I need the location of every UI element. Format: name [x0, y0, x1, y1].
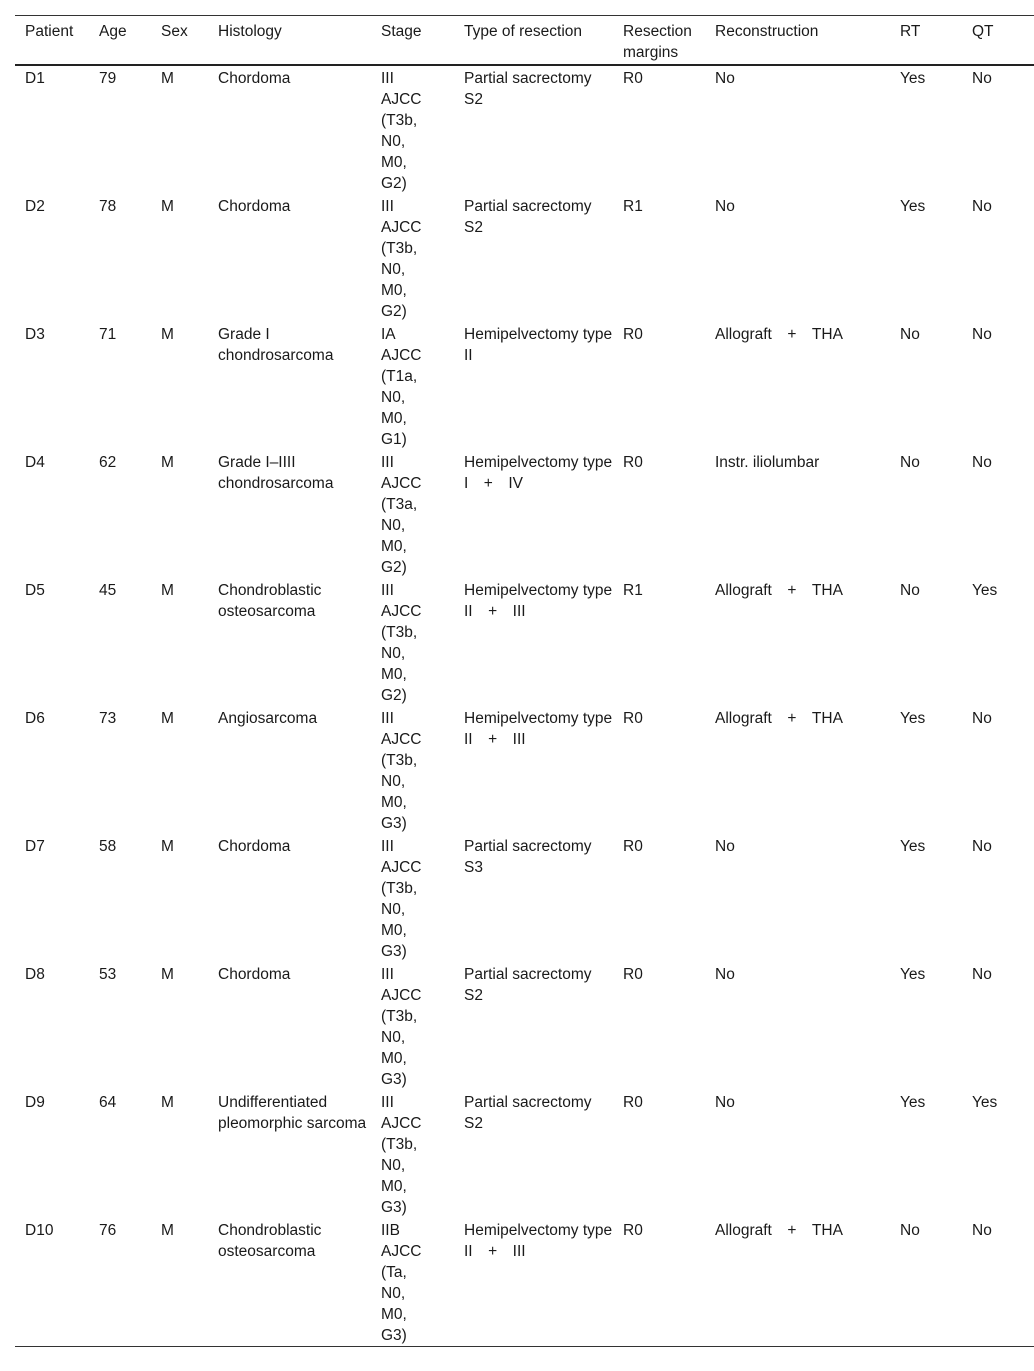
cell-reconstruction: Instr. iliolumbar: [715, 454, 820, 471]
table-header: [15, 16, 1034, 66]
cell-patient: D9: [25, 1094, 45, 1111]
cell-sex: M: [161, 966, 174, 983]
cell-histology: Chondroblastic osteosarcoma: [218, 582, 322, 620]
cell-type-of-resection: Partial sacrectomy S2: [464, 198, 592, 236]
cell-histology: Undifferentiated pleomorphic sarcoma: [218, 1094, 367, 1132]
cell-stage: III AJCC (T3b, N0, M0, G3): [381, 966, 422, 1088]
cell-rt: No: [900, 326, 920, 343]
cell-stage: IA AJCC (T1a, N0, M0, G1): [381, 326, 422, 448]
cell-histology: Grade I–IIII chondrosarcoma: [218, 454, 334, 492]
cell-qt: No: [972, 454, 992, 471]
table-row: [15, 1218, 1034, 1347]
table-row: [15, 450, 1034, 578]
cell-histology: Chordoma: [218, 198, 291, 215]
cell-histology: Chordoma: [218, 838, 291, 855]
cell-rt: No: [900, 582, 920, 599]
cell-age: 76: [99, 1222, 117, 1239]
cell-sex: M: [161, 582, 174, 599]
table-row: [15, 578, 1034, 706]
cell-histology: Chondroblastic osteosarcoma: [218, 1222, 322, 1260]
cell-stage: III AJCC (T3b, N0, M0, G3): [381, 838, 422, 960]
table-row: [15, 322, 1034, 450]
cell-sex: M: [161, 1094, 174, 1111]
cell-age: 64: [99, 1094, 117, 1111]
header-resection-margins: Resection margins: [623, 23, 692, 61]
cell-type-of-resection: Partial sacrectomy S2: [464, 70, 592, 108]
cell-resection-margins: R0: [623, 966, 643, 983]
cell-stage: IIB AJCC (Ta, N0, M0, G3): [381, 1222, 422, 1344]
cell-qt: No: [972, 710, 992, 727]
cell-rt: Yes: [900, 966, 926, 983]
cell-qt: Yes: [972, 582, 998, 599]
cell-resection-margins: R0: [623, 1094, 643, 1111]
cell-resection-margins: R0: [623, 1222, 643, 1239]
cell-reconstruction: Allograft + THA: [715, 710, 843, 727]
cell-rt: Yes: [900, 1094, 926, 1111]
cell-sex: M: [161, 1222, 174, 1239]
cell-qt: No: [972, 966, 992, 983]
cell-patient: D3: [25, 326, 45, 343]
header-rt: RT: [900, 23, 921, 40]
patient-table-container: [15, 15, 1034, 1347]
cell-age: 79: [99, 70, 117, 87]
table-row: [15, 706, 1034, 834]
cell-patient: D8: [25, 966, 45, 983]
patient-table: [15, 15, 1034, 1347]
cell-resection-margins: R0: [623, 838, 643, 855]
cell-qt: No: [972, 70, 992, 87]
header-age: Age: [99, 23, 127, 40]
cell-reconstruction: No: [715, 70, 735, 87]
cell-age: 58: [99, 838, 117, 855]
cell-type-of-resection: Hemipelvectomy type II: [464, 326, 613, 364]
cell-qt: Yes: [972, 1094, 998, 1111]
cell-patient: D7: [25, 838, 45, 855]
cell-age: 71: [99, 326, 117, 343]
cell-qt: No: [972, 198, 992, 215]
cell-sex: M: [161, 198, 174, 215]
table-row: [15, 1090, 1034, 1218]
header-stage: Stage: [381, 23, 422, 40]
table-row: [15, 834, 1034, 962]
cell-reconstruction: No: [715, 1094, 735, 1111]
cell-stage: III AJCC (T3b, N0, M0, G3): [381, 710, 422, 832]
header-sex: Sex: [161, 23, 188, 40]
cell-rt: No: [900, 454, 920, 471]
cell-reconstruction: No: [715, 838, 735, 855]
cell-qt: No: [972, 326, 992, 343]
cell-patient: D5: [25, 582, 45, 599]
cell-type-of-resection: Hemipelvectomy type II + III: [464, 1222, 613, 1260]
cell-stage: III AJCC (T3b, N0, M0, G3): [381, 1094, 422, 1216]
table-row: [15, 65, 1034, 194]
table-body: [15, 65, 1034, 1347]
cell-rt: Yes: [900, 710, 926, 727]
cell-rt: No: [900, 1222, 920, 1239]
cell-stage: III AJCC (T3b, N0, M0, G2): [381, 582, 422, 704]
cell-type-of-resection: Partial sacrectomy S3: [464, 838, 592, 876]
cell-histology: Grade I chondrosarcoma: [218, 326, 334, 364]
cell-patient: D10: [25, 1222, 54, 1239]
cell-type-of-resection: Partial sacrectomy S2: [464, 966, 592, 1004]
cell-age: 78: [99, 198, 117, 215]
cell-qt: No: [972, 838, 992, 855]
cell-patient: D6: [25, 710, 45, 727]
cell-age: 45: [99, 582, 117, 599]
cell-age: 53: [99, 966, 117, 983]
cell-reconstruction: Allograft + THA: [715, 1222, 843, 1239]
cell-resection-margins: R0: [623, 454, 643, 471]
cell-reconstruction: No: [715, 198, 735, 215]
cell-stage: III AJCC (T3b, N0, M0, G2): [381, 70, 422, 192]
cell-histology: Angiosarcoma: [218, 710, 318, 727]
cell-sex: M: [161, 70, 174, 87]
cell-histology: Chordoma: [218, 70, 291, 87]
cell-histology: Chordoma: [218, 966, 291, 983]
cell-sex: M: [161, 454, 174, 471]
cell-resection-margins: R1: [623, 198, 643, 215]
cell-patient: D4: [25, 454, 45, 471]
header-histology: Histology: [218, 23, 282, 40]
cell-sex: M: [161, 326, 174, 343]
cell-type-of-resection: Hemipelvectomy type II + III: [464, 710, 613, 748]
cell-sex: M: [161, 838, 174, 855]
table-row: [15, 962, 1034, 1090]
cell-type-of-resection: Hemipelvectomy type II + III: [464, 582, 613, 620]
cell-resection-margins: R1: [623, 582, 643, 599]
cell-resection-margins: R0: [623, 710, 643, 727]
cell-qt: No: [972, 1222, 992, 1239]
cell-type-of-resection: Partial sacrectomy S2: [464, 1094, 592, 1132]
cell-patient: D2: [25, 198, 45, 215]
cell-sex: M: [161, 710, 174, 727]
header-reconstruction: Reconstruction: [715, 23, 819, 40]
cell-reconstruction: Allograft + THA: [715, 582, 843, 599]
cell-stage: III AJCC (T3a, N0, M0, G2): [381, 454, 422, 576]
cell-age: 73: [99, 710, 117, 727]
cell-stage: III AJCC (T3b, N0, M0, G2): [381, 198, 422, 320]
table-row: [15, 194, 1034, 322]
header-type-of-resection: Type of resection: [464, 23, 583, 40]
cell-resection-margins: R0: [623, 70, 643, 87]
cell-rt: Yes: [900, 70, 926, 87]
cell-rt: Yes: [900, 838, 926, 855]
cell-reconstruction: Allograft + THA: [715, 326, 843, 343]
cell-type-of-resection: Hemipelvectomy type I + IV: [464, 454, 613, 492]
cell-patient: D1: [25, 70, 45, 87]
cell-age: 62: [99, 454, 117, 471]
header-patient: Patient: [25, 23, 74, 40]
cell-reconstruction: No: [715, 966, 735, 983]
header-qt: QT: [972, 23, 994, 40]
cell-resection-margins: R0: [623, 326, 643, 343]
header-row: [15, 16, 1034, 66]
cell-rt: Yes: [900, 198, 926, 215]
